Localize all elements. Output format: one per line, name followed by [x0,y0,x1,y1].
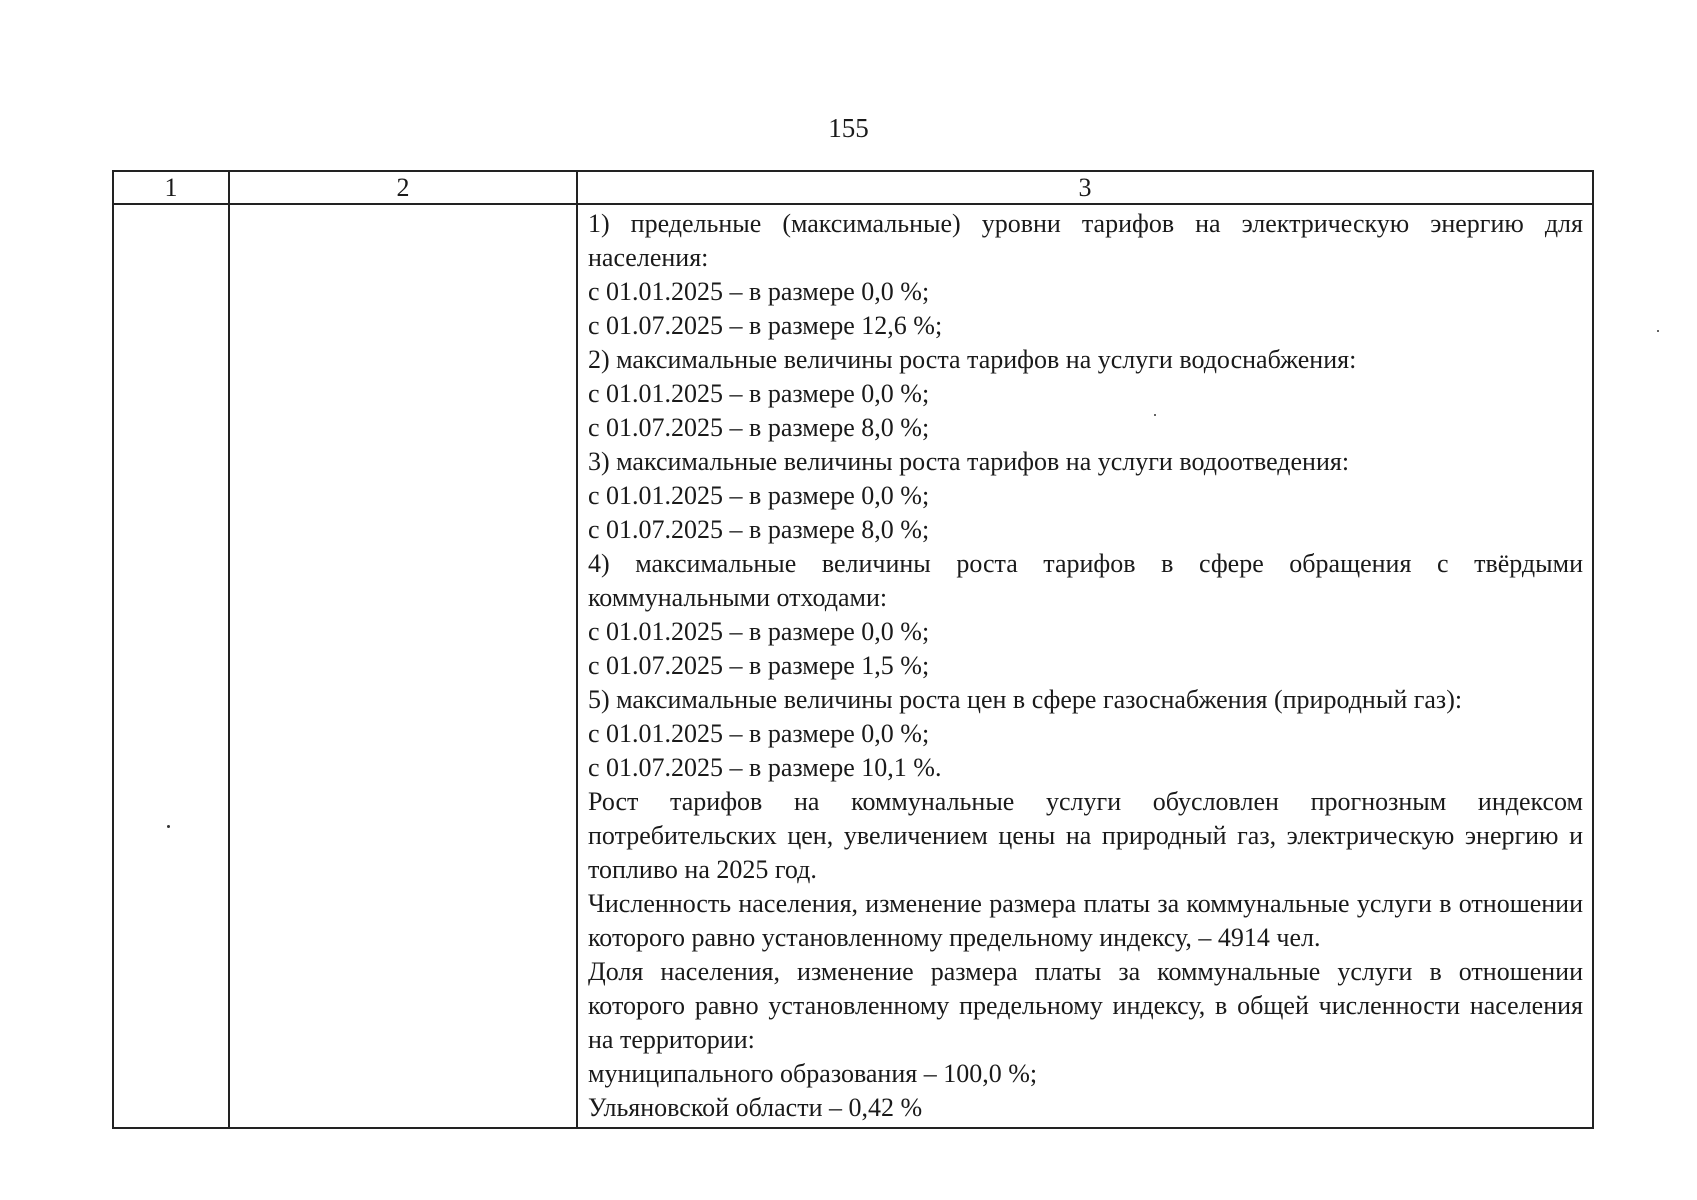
text-paragraph: Численность населения, изменение размера платы за коммунальные услуги в отношении которого равно установленному предельному индексу, – 4914 чел. [588,889,1583,952]
cell-col-1 [113,204,229,1128]
text-line: 5) максимальные величины роста цен в сфере газоснабжения (природный газ): [588,685,1463,714]
text-line: с 01.01.2025 – в размере 0,0 %; [588,277,930,306]
text-line: с 01.01.2025 – в размере 0,0 %; [588,719,930,748]
cell-col-3 [577,204,1593,1128]
page-number: 155 [828,113,869,143]
text-paragraph: Доля населения, изменение размера платы за коммунальные услуги в отношении которого равно установленному предельному индексу, в общей численности населения на территории: [588,957,1583,1054]
text-line: с 01.07.2025 – в размере 12,6 %; [588,311,943,340]
text-paragraph: Рост тарифов на коммунальные услуги обусловлен прогнозным индексом потребительских цен, увеличением цены на природный газ, электрическую энергию и топливо на 2025 год. [588,787,1583,884]
table-row [113,204,1593,1128]
text-paragraph: 4) максимальные величины роста тарифов в сфере обращения с твёрдыми коммунальными отходами: [588,549,1583,612]
text-paragraph: 1) предельные (максимальные) уровни тарифов на электрическую энергию для населения: [588,209,1583,272]
text-line: с 01.01.2025 – в размере 0,0 %; [588,481,930,510]
text-line: с 01.01.2025 – в размере 0,0 %; [588,617,930,646]
text-line: 3) максимальные величины роста тарифов на услуги водоотведения: [588,447,1350,476]
text-line: с 01.01.2025 – в размере 0,0 %; [588,379,930,408]
cell-col-2 [229,204,577,1128]
text-line: Ульяновской области – 0,42 % [588,1093,923,1122]
scan-speck [1154,414,1156,416]
text-line: с 01.07.2025 – в размере 1,5 %; [588,651,930,680]
scan-speck [1657,330,1659,332]
document-table [112,170,1594,1129]
text-line: с 01.07.2025 – в размере 8,0 %; [588,515,930,544]
header-col-2: 2 [229,171,577,204]
text-line: с 01.07.2025 – в размере 10,1 %. [588,753,942,782]
text-line: муниципального образования – 100,0 %; [588,1059,1038,1088]
text-line: 2) максимальные величины роста тарифов на услуги водоснабжения: [588,345,1357,374]
header-col-3: 3 [577,171,1593,204]
scan-speck [167,825,170,828]
table-header-row [113,171,1593,204]
text-line: с 01.07.2025 – в размере 8,0 %; [588,413,930,442]
header-col-1: 1 [113,171,229,204]
